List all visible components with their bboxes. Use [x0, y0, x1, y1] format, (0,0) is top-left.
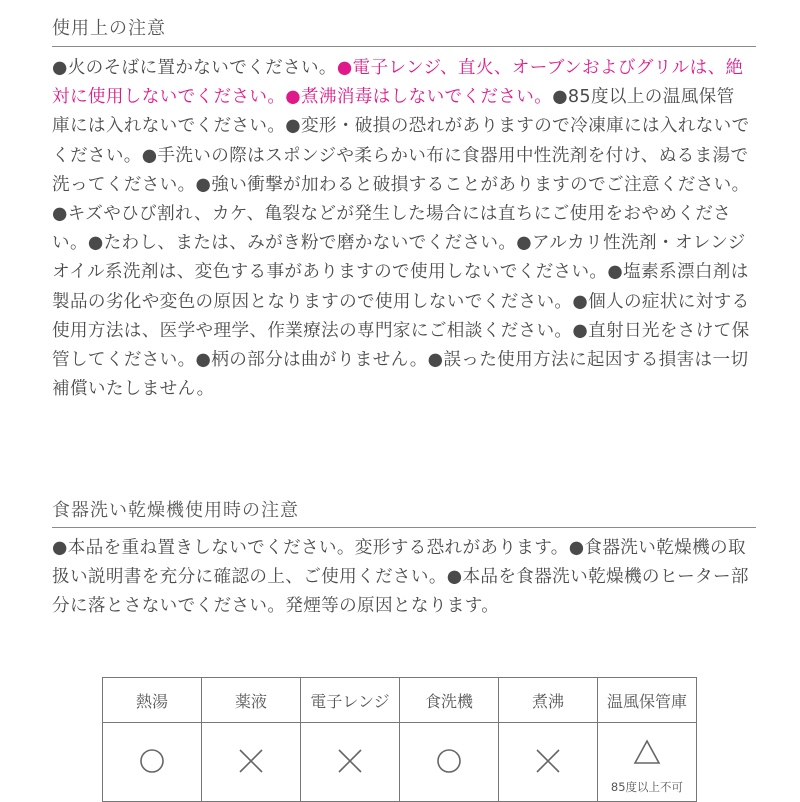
- section-title-dishwasher: 食器洗い乾燥機使用時の注意: [52, 500, 299, 521]
- cell-warm-air-cabinet: [598, 723, 697, 802]
- cell-dishwasher: [400, 723, 499, 802]
- note-fire: ●火のそばに置かないでください。: [52, 58, 337, 78]
- cell-note: 85度以上不可: [610, 780, 684, 794]
- cell-microwave: [301, 723, 400, 802]
- cell-boiling: [499, 723, 598, 802]
- col-header-hot-water: 熱湯: [103, 678, 202, 723]
- cross-icon: [330, 745, 370, 785]
- section-divider: [52, 46, 756, 47]
- cell-chemical: [202, 723, 301, 802]
- cross-icon: [528, 745, 568, 785]
- circle-icon: [132, 745, 172, 785]
- table-row: [103, 723, 697, 802]
- compatibility-table: [102, 677, 697, 802]
- section-divider: [52, 527, 756, 528]
- col-header-warm-air-cabinet: 温風保管庫: [598, 678, 697, 723]
- col-header-microwave: 電子レンジ: [301, 678, 400, 723]
- col-header-dishwasher: 食洗機: [400, 678, 499, 723]
- col-header-chemical: 薬液: [202, 678, 301, 723]
- circle-icon: [429, 745, 469, 785]
- note-warning-microwave: ●電子レンジ、直火、オーブンおよびグリルは、絶対に使用しないでください。●煮沸消毒はしないでください。: [52, 58, 744, 108]
- dishwasher-notes-text: ●本品を重ね置きしないでください。変形する恐れがあります。●食器洗い乾燥機の取扱い説明書を充分に確認の上、ご使用ください。●本品を食器洗い乾燥機のヒーター部分に落とさないでください。発煙等の原因となります。: [52, 538, 749, 617]
- table-header-row: [103, 678, 697, 723]
- cell-hot-water: [103, 723, 202, 802]
- cross-icon: [231, 745, 271, 785]
- col-header-boiling: 煮沸: [499, 678, 598, 723]
- usage-notes-text: [52, 54, 752, 404]
- section-title-usage: 使用上の注意: [52, 18, 166, 39]
- triangle-icon: [627, 735, 667, 771]
- note-general: ●85度以上の温風保管庫には入れないでください。●変形・破損の恐れがありますので冷凍庫には入れないでください。●手洗いの際はスポンジや柔らかい布に食器用中性洗剤を付け、ぬるま湯で洗ってください。●強い衝撃が加わると破損することがありますのでご注意ください。●キズやひび割れ、カケ、亀裂などが発生した場合には直ちにご使用をおやめください。●たわし、または、みがき粉で磨かないでください。●アルカリ性洗剤・オレンジオイル系洗剤は、変色する事がありますので使用しないでください。●塩素系漂白剤は製品の劣化や変色の原因となりますので使用しないでください。●個人の症状に対する使用方法は、医学や理学、作業療法の専門家にご相談ください。●直射日光をさけて保管してください。●柄の部分は曲がりません。●誤った使用方法に起因する損害は一切補償いたしません。: [52, 87, 750, 400]
